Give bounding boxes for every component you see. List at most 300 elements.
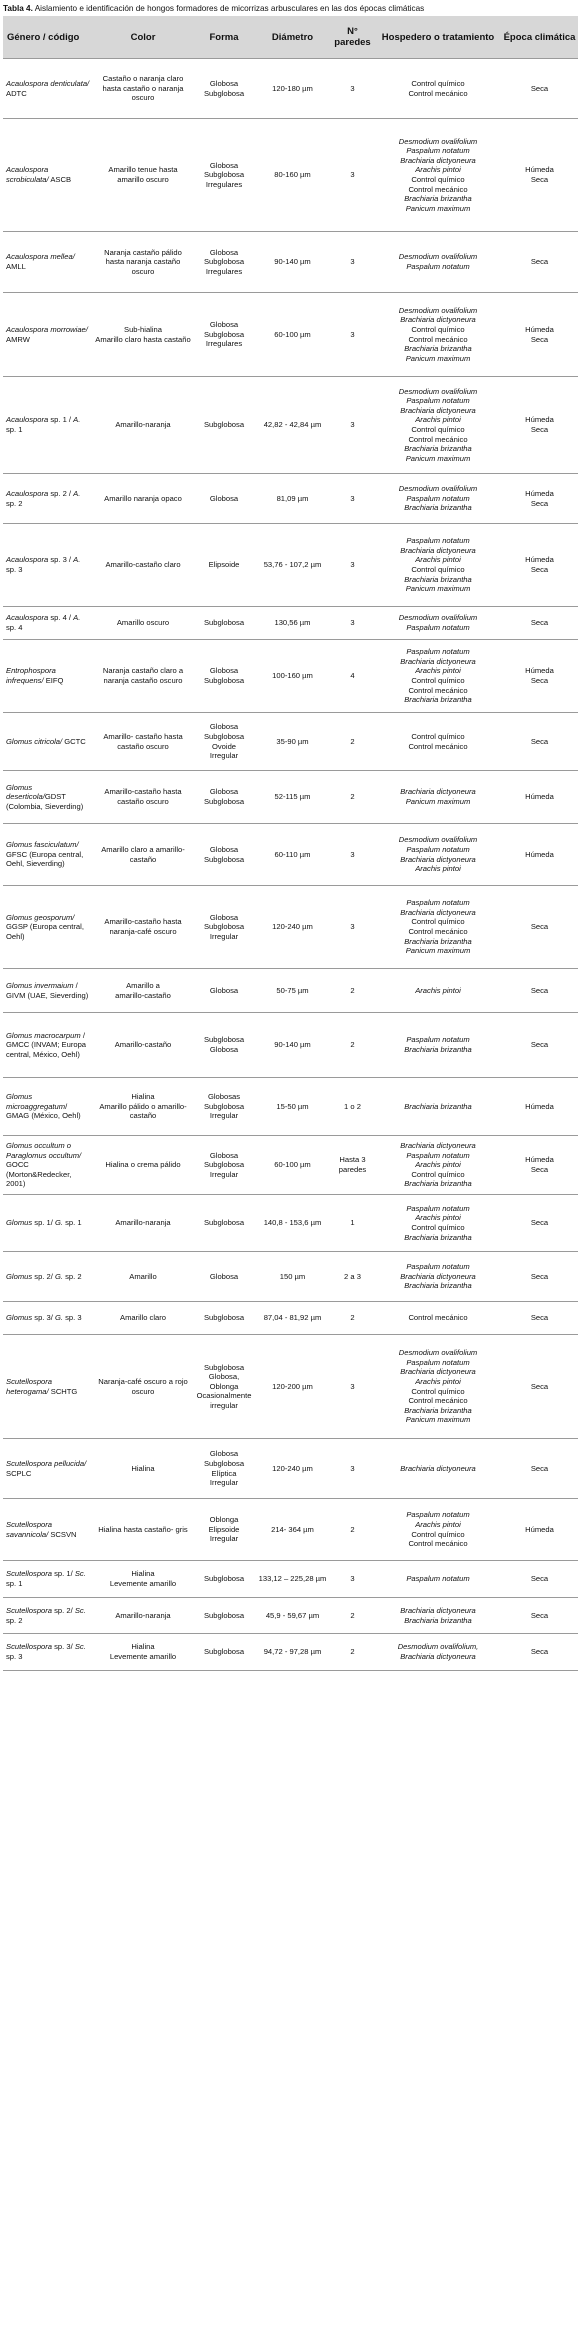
cell-color [93,59,193,119]
species-code: SCSVN [48,1529,77,1539]
cell-hospedero [375,640,501,713]
cell-paredes: 3 [330,607,375,640]
forma-line: Globosa [209,912,239,922]
table-row [3,1561,578,1598]
cell-forma [193,1252,255,1302]
epoca-line: Seca [530,1313,549,1323]
forma-line: Irregular [209,1169,239,1179]
cell-diametro: 60-110 µm [255,824,330,886]
color-line: Levemente amarillo [109,1652,177,1661]
cell-hospedero [375,1302,501,1335]
cell-diametro: 120-180 µm [255,59,330,119]
cell-forma [193,1195,255,1252]
cell-species [3,771,93,824]
cell-species [3,1499,93,1561]
cell-epoca [501,969,578,1013]
cell-epoca [501,1561,578,1598]
cell-epoca [501,607,578,640]
hospedero-line: Desmodium ovalifolium [398,386,478,396]
cell-species [3,1598,93,1634]
table-row [3,474,578,524]
cell-diametro: 80-160 µm [255,119,330,232]
species-abbrev-code: sp. 1 [6,1579,23,1588]
hospedero-line: Arachis pintoi [415,666,461,676]
cell-hospedero [375,607,501,640]
hospedero-line: Desmodium ovalifolium [398,252,478,262]
forma-line: Globosa [209,1449,239,1459]
hospedero-line: Brachiaria dictyoneura [400,1605,476,1615]
cell-paredes: 3 [330,474,375,524]
species-name: Glomus microaggregatum [6,1092,66,1111]
epoca-line: Seca [530,736,549,746]
hospedero-line: Brachiaria dictyoneura [400,854,476,864]
table-row [3,1195,578,1252]
forma-line: Elíptica [211,1468,237,1478]
cell-color [93,293,193,377]
cell-epoca [501,1335,578,1439]
cell-diametro: 140,8 - 153,6 µm [255,1195,330,1252]
epoca-line: Seca [530,83,549,93]
hospedero-line: Panicum maximum [405,797,471,806]
species-name: Acaulospora [6,555,49,565]
hospedero-line: Desmodium ovalifolium [398,613,478,623]
cell-epoca [501,59,578,119]
cell-species [3,1195,93,1252]
hospedero-line: Paspalum notatum [406,623,470,632]
hospedero-line: Brachiaria brizantha [404,1232,472,1242]
cell-hospedero [375,969,501,1013]
forma-line: Globosa [209,1271,239,1281]
cell-hospedero [375,293,501,377]
cell-epoca [501,1013,578,1078]
color-line: Naranja castaño claro a naranja castaño oscuro [102,666,184,685]
cell-paredes: 3 [330,1439,375,1499]
hospedero-line: Brachiaria dictyoneura [400,787,476,797]
hospedero-line: Brachiaria dictyoneura [400,656,476,666]
hospedero-line: Panicum maximum [405,203,471,213]
cell-forma [193,474,255,524]
cell-epoca [501,232,578,293]
species-name: Glomus fasciculatum/ [6,840,79,850]
forma-line: Subglobosa [203,1160,245,1170]
forma-line: Subglobosa [203,257,245,267]
epoca-line: Seca [530,1271,549,1281]
cell-hospedero [375,1335,501,1439]
hospedero-line: Brachiaria brizantha [404,1615,472,1625]
hospedero-line: Control mecánico [408,927,468,936]
cell-epoca [501,474,578,524]
hospedero-line: Paspalum notatum [406,1357,470,1367]
hospedero-line: Panicum maximum [405,1415,471,1425]
epoca-line: Seca [530,1218,549,1228]
hospedero-line: Brachiaria brizantha [404,503,472,513]
cell-paredes: 3 [330,59,375,119]
species-code: sp. 2/ [32,1271,55,1281]
forma-line: Subglobosa [203,676,245,685]
cell-diametro: 90-140 µm [255,1013,330,1078]
epoca-line: Seca [530,1574,549,1584]
cell-diametro: 120-240 µm [255,1439,330,1499]
cell-color [93,1634,193,1671]
forma-line: Globosa [209,493,239,503]
table-row [3,59,578,119]
hospedero-line: Desmodium ovalifolium [398,835,478,845]
species-code: GCTC [62,736,86,746]
color-line: Castaño o naranja claro hasta castaño o naranja oscuro [102,74,184,103]
forma-line: Subglobosa [203,1647,245,1657]
hospedero-line: Control químico [411,1223,465,1232]
cell-color [93,640,193,713]
forma-line: Ovoide [211,741,237,751]
color-line: Amarillo a [126,980,160,990]
header-color: Color [93,16,193,59]
cell-forma [193,59,255,119]
cell-forma [193,1302,255,1335]
cell-hospedero [375,886,501,969]
hospedero-line: Control mecánico [408,184,468,194]
cell-color [93,713,193,771]
species-name: Glomus [6,1271,33,1281]
forma-line: Globosas [207,1092,241,1102]
species-name: Glomus [6,1313,33,1323]
cell-diametro: 81,09 µm [255,474,330,524]
forma-line: Subglobosa [203,922,245,932]
species-code: GFSC (Europa central, Oehl, Sieverding) [6,849,84,869]
color-line: Amarillo tenue hasta amarillo oscuro [108,165,178,184]
cell-paredes: 3 [330,119,375,232]
color-line: Naranja-café oscuro a rojo oscuro [98,1376,188,1396]
cell-diametro: 60-100 µm [255,1136,330,1195]
species-name: Glomus occultum o Paraglomus occultum/ [6,1141,82,1160]
hospedero-line: Brachiaria brizantha [404,1179,472,1189]
forma-line: Irregular [209,931,239,941]
cell-species [3,1634,93,1671]
hospedero-line: Paspalum notatum [406,146,470,156]
cell-species [3,474,93,524]
table-row [3,1634,578,1671]
cell-forma [193,1078,255,1136]
hospedero-line: Paspalum notatum [406,262,470,271]
color-line: Hialina [131,1642,155,1652]
forma-line: Oblonga [209,1381,239,1391]
forma-line: Globosa [209,787,239,797]
color-line: Hialina o crema pálido [105,1160,181,1170]
color-line: Amarillo-castaño [114,1040,172,1050]
table-row [3,969,578,1013]
epoca-line: Seca [530,498,549,508]
species-name: Glomus macrocarpum [6,1030,81,1040]
color-line: Hialina [131,1092,155,1102]
species-code: AMRW [6,334,30,344]
forma-line: Irregular [209,1478,239,1488]
species-name: Acaulospora [6,488,49,498]
cell-epoca [501,1634,578,1671]
cell-paredes: 2 [330,1598,375,1634]
cell-diametro: 52-115 µm [255,771,330,824]
epoca-line: Seca [530,1381,549,1391]
forma-line: Subglobosa [203,170,245,180]
hospedero-line: Paspalum notatum [406,396,470,406]
header-diametro: Diámetro [255,16,330,59]
forma-line: Globosa [209,722,239,732]
hospedero-line: Arachis pintoi [415,1213,461,1223]
species-code: sp. 3/ [52,1642,75,1652]
hospedero-line: Control químico [411,731,465,741]
species-name: Acaulospora scrobiculata/ [6,165,49,184]
cell-diametro: 120-240 µm [255,886,330,969]
cell-forma [193,607,255,640]
table-row [3,886,578,969]
cell-diametro: 60-100 µm [255,293,330,377]
cell-paredes: 2 [330,713,375,771]
epoca-line: Húmeda [525,1155,554,1165]
cell-hospedero [375,1136,501,1195]
cell-species [3,713,93,771]
hospedero-line: Arachis pintoi [415,165,461,175]
hospedero-line: Brachiaria dictyoneura [400,1141,476,1151]
cell-paredes: 3 [330,293,375,377]
forma-line: Globosa [209,1045,239,1054]
cell-hospedero [375,524,501,607]
hospedero-line: Desmodium ovalifolium [398,305,478,315]
hospedero-line: Brachiaria brizantha [404,444,472,454]
hospedero-line: Paspalum notatum [406,647,470,657]
cell-diametro: 42,82 - 42,84 µm [255,377,330,474]
cell-color [93,824,193,886]
cell-epoca [501,771,578,824]
species-name: Entrophospora infrequens/ [6,666,56,685]
cell-epoca [501,377,578,474]
cell-hospedero [375,1439,501,1499]
cell-species [3,1078,93,1136]
hospedero-line: Brachiaria dictyoneura [400,155,476,165]
forma-line: Subglobosa [203,731,245,741]
cell-color [93,1499,193,1561]
forma-line: Globosa [209,666,239,676]
epoca-line: Húmeda [525,324,554,334]
species-abbrev: G. [54,1313,63,1323]
hospedero-line: Brachiaria dictyoneura [400,1271,476,1281]
cell-forma [193,713,255,771]
cell-color [93,232,193,293]
forma-line: Subglobosa [203,1610,245,1620]
species-abbrev-code: sp. 4 [6,623,23,632]
color-line: Hialina [131,1463,155,1473]
epoca-line: Húmeda [525,555,554,565]
species-code: / GMAG (México, Oehl) [6,1101,81,1121]
epoca-line: Seca [530,618,549,628]
species-name: Acaulospora mellea/ [6,252,75,262]
forma-line: Globosa, [208,1372,240,1382]
hospedero-line: Panicum maximum [405,453,471,463]
table-row [3,713,578,771]
forma-line: Subglobosa [203,854,245,864]
species-code: sp. 3 / [48,555,74,565]
table-row [3,119,578,232]
species-code: AMLL [6,262,26,271]
cell-epoca [501,1439,578,1499]
species-name: Scutellospora pellucida/ [6,1458,87,1468]
cell-species [3,1561,93,1598]
color-line: Hialina hasta castaño- gris [98,1524,188,1534]
cell-species [3,969,93,1013]
color-line: Amarillo-castaño claro [105,560,181,570]
species-name: Glomus [6,1218,33,1228]
cell-species [3,640,93,713]
hospedero-line: Panicum maximum [405,584,471,594]
hospedero-line: Paspalum notatum [406,493,470,503]
hospedero-line: Brachiaria brizantha [404,574,472,584]
color-line: Amarillo claro hasta castaño [95,334,191,344]
hospedero-line: Control químico [411,324,465,334]
table-row [3,607,578,640]
cell-epoca [501,1499,578,1561]
species-code: sp. 2/ [52,1605,75,1615]
species-name: Glomus geosporum/ [6,912,75,922]
species-abbrev-code: sp. 3 [6,565,23,574]
color-line: Amarillo-naranja [115,1610,171,1620]
cell-color [93,1195,193,1252]
hospedero-line: Paspalum notatum [406,1150,470,1160]
cell-color [93,1561,193,1598]
cell-hospedero [375,824,501,886]
cell-diametro: 150 µm [255,1252,330,1302]
color-line: Amarillo-castaño hasta castaño oscuro [104,787,182,806]
cell-species [3,1335,93,1439]
epoca-line: Húmeda [525,1101,554,1111]
table-row [3,1335,578,1439]
cell-species [3,232,93,293]
species-abbrev-code: sp. 3 [63,1313,82,1323]
hospedero-line: Desmodium ovalifolium [398,136,478,146]
table-row [3,1598,578,1634]
cell-hospedero [375,1078,501,1136]
table-row [3,640,578,713]
cell-paredes: 3 [330,1561,375,1598]
cell-hospedero [375,1634,501,1671]
cell-species [3,1136,93,1195]
species-abbrev-code: sp. 2 [63,1271,82,1281]
species-code: sp. 4 / [48,613,74,623]
table-caption [0,0,581,16]
cell-forma [193,1499,255,1561]
species-abbrev: A. [73,555,81,565]
species-code: sp. 2 / [48,488,74,498]
epoca-line: Húmeda [525,1524,554,1534]
forma-line: Irregulares [205,266,243,276]
epoca-line: Seca [530,565,549,574]
species-abbrev: Sc. [74,1642,86,1652]
cell-hospedero [375,1013,501,1078]
cell-epoca [501,1252,578,1302]
species-code: sp. 1/ [52,1569,75,1579]
forma-line: Subglobosa [203,420,245,430]
cell-species [3,1252,93,1302]
epoca-line: Húmeda [525,165,554,175]
cell-species [3,59,93,119]
cell-species [3,1013,93,1078]
cell-hospedero [375,119,501,232]
hospedero-line: Control químico [411,1169,465,1179]
forma-line: irregular [210,1400,238,1410]
species-name: Scutellospora savannicola/ [6,1519,53,1539]
species-abbrev: Sc. [74,1605,86,1615]
species-name: Scutellospora [6,1569,53,1579]
hospedero-line: Control mecánico [408,1396,468,1406]
cell-species [3,377,93,474]
hospedero-line: Desmodium ovalifolium, [397,1642,479,1652]
color-line: Amarillo oscuro [116,618,170,628]
epoca-line: Húmeda [525,488,554,498]
epoca-line: Seca [530,922,549,932]
hospedero-line: Brachiaria brizantha [404,344,472,354]
species-name: Acaulospora [6,613,49,623]
hospedero-line: Control mecánico [408,434,468,444]
table-row [3,1302,578,1335]
color-line: Levemente amarillo [109,1579,177,1588]
cell-diametro: 53,76 - 107,2 µm [255,524,330,607]
cell-paredes: 1 o 2 [330,1078,375,1136]
color-line: Amarillo claro [120,1313,166,1323]
hospedero-line: Brachiaria brizantha [404,1101,472,1111]
cell-epoca [501,824,578,886]
forma-line: Subglobosa [203,1458,245,1468]
species-abbrev-code: sp. 1 [63,1218,82,1228]
cell-paredes: Hasta 3 paredes [330,1136,375,1195]
epoca-line: Seca [530,175,549,184]
cell-forma [193,969,255,1013]
table-row [3,824,578,886]
hospedero-line: Control químico [411,425,465,434]
epoca-line: Húmeda [525,849,554,859]
cell-diametro: 90-140 µm [255,232,330,293]
forma-line: Globosa [209,160,239,170]
hospedero-line: Brachiaria brizantha [404,194,472,204]
species-code: SCHTG [48,1386,78,1396]
cell-color [93,1136,193,1195]
hospedero-line: Control mecánico [408,685,468,695]
hospedero-line: Control químico [411,676,465,685]
species-code: GGSP (Europa central, Oehl) [6,922,84,941]
hospedero-line: Panicum maximum [405,946,471,956]
forma-line: Elipsoide [208,1524,240,1534]
cell-paredes: 2 [330,969,375,1013]
hospedero-line: Brachiaria brizantha [404,695,472,705]
epoca-line: Seca [530,985,549,995]
hospedero-line: Paspalum notatum [406,1262,470,1272]
species-code: GDST (Colombia, Sieverding) [6,792,84,811]
cell-hospedero [375,1252,501,1302]
cell-forma [193,886,255,969]
hospedero-line: Brachiaria dictyoneura [400,1367,476,1377]
cell-paredes: 2 [330,771,375,824]
epoca-line: Húmeda [525,792,554,802]
species-name: Scutellospora [6,1605,53,1615]
forma-line: Globosa [209,985,239,995]
header-genero: Género / código [3,16,93,59]
species-abbrev: G. [54,1271,63,1281]
forma-line: Ocasionalmente [196,1391,252,1401]
forma-line: Subglobosa [203,797,245,806]
cell-hospedero [375,713,501,771]
hospedero-line: Control químico [411,565,465,574]
cell-color [93,1335,193,1439]
cell-hospedero [375,59,501,119]
species-abbrev-code: sp. 3 [6,1652,23,1661]
hospedero-line: Arachis pintoi [415,864,461,874]
cell-diametro: 120-200 µm [255,1335,330,1439]
hospedero-line: Control químico [411,78,465,88]
